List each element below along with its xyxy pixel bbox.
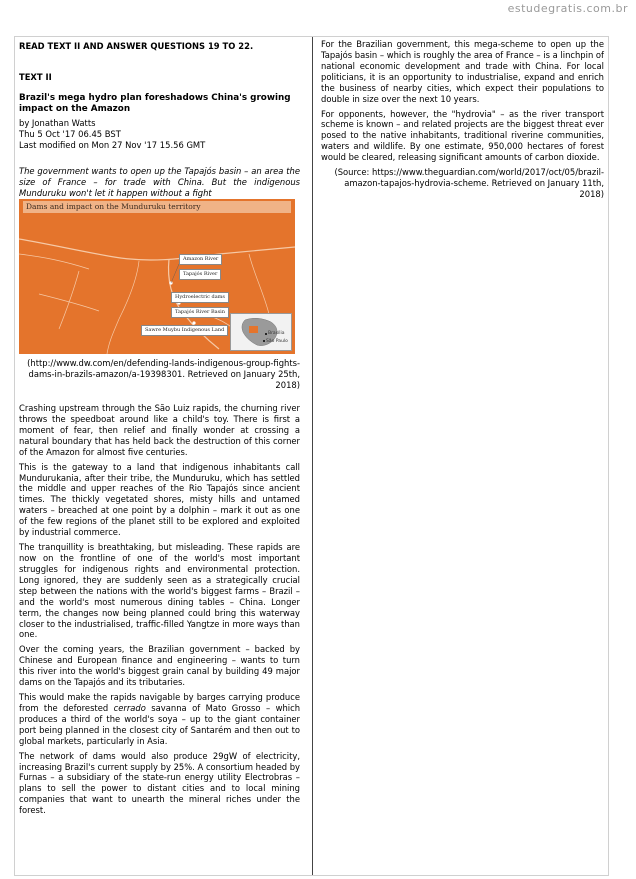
instruction: READ TEXT II AND ANSWER QUESTIONS 19 TO 22.: [19, 41, 254, 51]
article-headline: Brazil's mega hydro plan foreshadows China's growing impact on the Amazon: [19, 92, 291, 115]
column-divider: [312, 37, 313, 875]
map-legend-sawre-muybu: Sawre Muybu Indigenous Land: [141, 325, 228, 336]
byline: by Jonathan Watts: [19, 117, 96, 128]
site-watermark: estudegratis.com.br: [507, 2, 628, 15]
published-date: Thu 5 Oct '17 06.45 BST: [19, 128, 121, 139]
map-legend-tapajos-basin: Tapajós River Basin: [171, 307, 229, 318]
map-legend-tapajos-river: Tapajós River: [179, 269, 221, 280]
modified-date: Last modified on Mon 27 Nov '17 15.56 GMT: [19, 139, 206, 150]
standfirst: The government wants to open up the Tapajós basin – an area the size of France – for trade with China. But the indigenous Munduruku won't let it happen without a fight: [19, 166, 300, 199]
map-image: [19, 199, 295, 354]
inset-label-brasilia: Brasília: [268, 331, 285, 337]
map-legend-hydroelectric-dams: Hydroelectric dams: [171, 292, 229, 303]
paragraph-2: This is the gateway to a land that indigenous inhabitants call Mundurukania, after their tribe, the Munduruku, which has settled the middle and upper reaches of the Rio Tapajós since ancient times. The thickly vegetated shores, misty hills and untamed waters – breached at one point by a dolphin – mark it out as one of the few regions of the planet still to be explored and exploited by industrial commerce.: [19, 461, 300, 538]
paragraph-1: Crashing upstream through the São Luiz rapids, the churning river throws the speedboat around like a child's toy. There is first a moment of fear, then relief and finally wonder at crossing a natural boundary that has held back the destruction of this corner of the Amazon for almost five centuries.: [19, 402, 300, 457]
paragraph-5-part-a: This would make the rapids navigable by barges carrying produce from the deforested: [19, 692, 300, 713]
left-column: [19, 41, 300, 820]
paragraph-6: The network of dams would also produce 29gW of electricity, increasing Brazil's current supply by 25%. A consortium headed by Furnas – a subsidiary of the state-run energy utility Electrobras – plans to sell the power to distant cities and to local mining companies that want to unearth the mineral riches under the forest.: [19, 750, 300, 816]
right-paragraph-1: For the Brazilian government, this mega-scheme to open up the Tapajós basin – which is roughly the area of France – is a linchpin of national economic development and trade with China. For local politicians, it is an opportunity to industrialise, expand and enrich the business of nearby cities, which expect their populations to double in size over the next 10 years.: [321, 39, 604, 104]
text-label: TEXT II: [19, 71, 52, 82]
paragraph-5: [19, 692, 300, 747]
paragraph-5-part-b: savanna of Mato Grosso – which produces a third of the world's soya – up to the giant container port being planned in the closest city of Santarém and then out to global markets, particularly in Asia.: [19, 702, 300, 746]
map-legend-amazon-river: Amazon River: [179, 254, 222, 265]
right-column: [321, 39, 604, 204]
paragraph-4: Over the coming years, the Brazilian government – backed by Chinese and European finance and engineering – wants to turn this river into the world's biggest grain canal by building 49 major dams on the Tapajós and its tributaries.: [19, 644, 300, 688]
paragraph-3: The tranquillity is breathtaking, but misleading. These rapids are now on the frontline of one of the world's most important struggles for indigenous rights and environmental protection. Long ignored, they are suddenly seen as a strategically crucial step between the nations with the world's biggest farms – Brazil – and the world's most numerous dining tables – China. Longer term, the changes now being planned could bring this waterway closer to the industrialised, traffic-filled Yangtze in more ways than one.: [19, 542, 300, 640]
map-title: Dams and impact on the Munduruku territory: [23, 201, 291, 213]
right-paragraph-2: For opponents, however, the "hydrovia" – as the river transport scheme is known – and related projects are the biggest threat ever posed to the native inhabitants, traditional riverine communities, waters and wildlife. By one estimate, 950,000 hectares of forest would be cleared, releasing significant amounts of carbon dioxide.: [321, 108, 604, 163]
brazil-inset-map: [230, 313, 292, 351]
exam-page: [14, 36, 609, 876]
inset-label-sao-paulo: São Paulo: [266, 339, 288, 345]
source-citation: (Source: https://www.theguardian.com/world/2017/oct/05/brazil-amazon-tapajos-hydrovia-scheme. Retrieved on January 11th, 2018): [334, 167, 604, 199]
map-caption: (http://www.dw.com/en/defending-lands-indigenous-group-fights-dams-in-brazils-amazon/a-19398301. Retrieved on January 25th, 2018): [27, 358, 300, 391]
cerrado-term: cerrado: [113, 702, 146, 713]
